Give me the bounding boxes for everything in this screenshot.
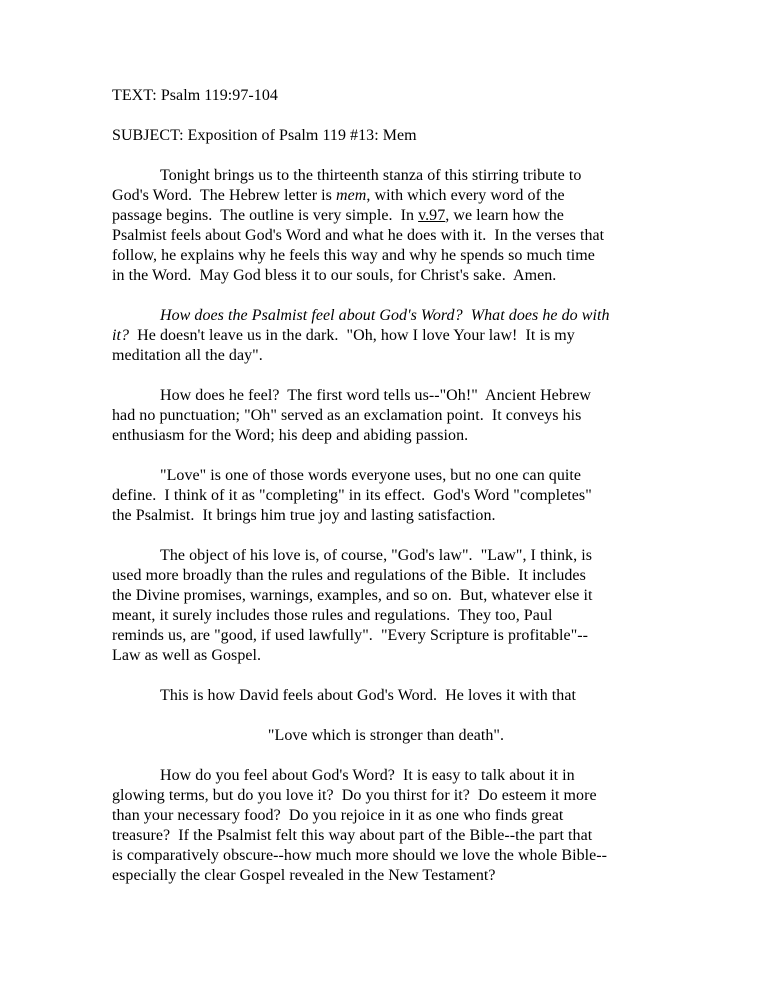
paragraph-4-line-1: "Love" is one of those words everyone uses, but no one can quite: [160, 467, 582, 484]
paragraph-5-line-1: The object of his love is, of course, "God's law". "Law", I think, is: [160, 547, 592, 564]
paragraph-4-line-3: the Psalmist. It brings him true joy and lasting satisfaction.: [112, 507, 496, 524]
paragraph-1-line-3: passage begins. The outline is very simple. In v.97, we learn how the: [112, 207, 564, 224]
paragraph-1-line-5: follow, he explains why he feels this way and why he spends so much time: [112, 247, 595, 264]
paragraph-7-line-4: treasure? If the Psalmist felt this way about part of the Bible--the part that: [112, 827, 593, 844]
paragraph-3-line-3: enthusiasm for the Word; his deep and abiding passion.: [112, 427, 469, 444]
paragraph-4-line-2: define. I think of it as "completing" in its effect. God's Word "completes": [112, 487, 592, 504]
paragraph-7-line-6: especially the clear Gospel revealed in the New Testament?: [112, 867, 496, 884]
paragraph-1-line-6: in the Word. May God bless it to our souls, for Christ's sake. Amen.: [112, 267, 557, 284]
paragraph-7-line-2: glowing terms, but do you love it? Do you thirst for it? Do esteem it more: [112, 787, 597, 804]
block-quote: "Love which is stronger than death".: [267, 727, 505, 744]
paragraph-5-line-4: meant, it surely includes those rules and regulations. They too, Paul: [112, 607, 553, 624]
paragraph-5-line-3: the Divine promises, warnings, examples, and so on. But, whatever else it: [112, 587, 593, 604]
text-reference-line: TEXT: Psalm 119:97-104: [112, 87, 278, 104]
paragraph-1-line-2: God's Word. The Hebrew letter is mem, with which every word of the: [112, 187, 565, 204]
paragraph-7-line-5: is comparatively obscure--how much more should we love the whole Bible--: [112, 847, 608, 864]
hebrew-letter-mem: mem: [336, 187, 367, 204]
paragraph-7-line-3: than your necessary food? Do you rejoice in it as one who finds great: [112, 807, 564, 824]
paragraph-1-line-4: Psalmist feels about God's Word and what he does with it. In the verses that: [112, 227, 605, 244]
verse-reference-link[interactable]: v.97: [418, 207, 446, 224]
paragraph-2-line-1: How does the Psalmist feel about God's Word? What does he do with: [160, 307, 610, 324]
paragraph-5-line-2: used more broadly than the rules and regulations of the Bible. It includes: [112, 567, 586, 584]
paragraph-2-line-3: meditation all the day".: [112, 347, 263, 364]
paragraph-5-line-6: Law as well as Gospel.: [112, 647, 262, 664]
subject-line: SUBJECT: Exposition of Psalm 119 #13: Mem: [112, 127, 417, 144]
paragraph-5-line-5: reminds us, are "good, if used lawfully". "Every Scripture is profitable"--: [112, 627, 589, 644]
paragraph-1-line-1: Tonight brings us to the thirteenth stanza of this stirring tribute to: [160, 167, 582, 184]
paragraph-2-line-2: it? He doesn't leave us in the dark. "Oh, how I love Your law! It is my: [112, 327, 575, 344]
paragraph-3-line-2: had no punctuation; "Oh" served as an exclamation point. It conveys his: [112, 407, 582, 424]
paragraph-7-line-1: How do you feel about God's Word? It is easy to talk about it in: [160, 767, 575, 784]
paragraph-3-line-1: How does he feel? The first word tells us--"Oh!" Ancient Hebrew: [160, 387, 592, 404]
paragraph-6-line-1: This is how David feels about God's Word. He loves it with that: [160, 687, 577, 704]
